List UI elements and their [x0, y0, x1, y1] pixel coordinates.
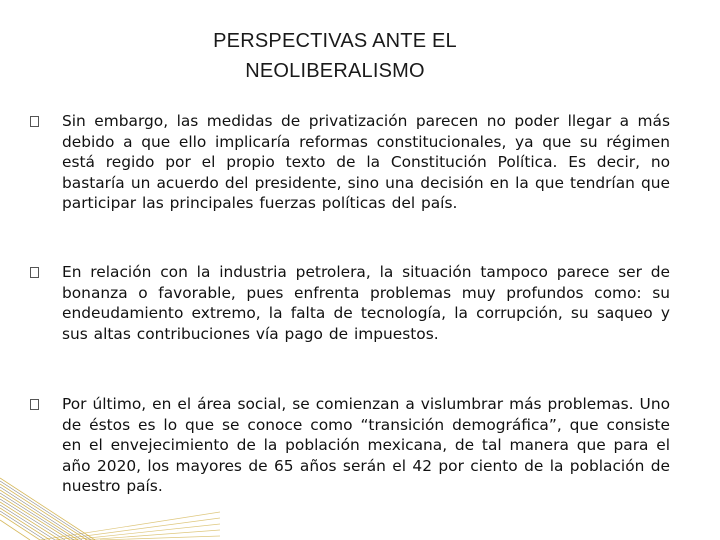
bullet-text: Sin embargo, las medidas de privatización parecen no poder llegar a más debido a que ello implicaría reformas constitucionales, ya que su régimen está regido por el propio texto de la Constitución Política. Es decir, no bastaría un acuerdo del presidente, sino una decisión en la que tendrían que participar las principales fuerzas políticas del país. [62, 112, 670, 213]
bullet-square-icon [30, 399, 39, 410]
bullet-text: En relación con la industria petrolera, la situación tampoco parece ser de bonanza o favorable, pues enfrenta problemas muy profundos como: su endeudamiento extremo, la falta de tecnología, la corrupción, su saqueo y sus altas contribuciones vía pago de impuestos. [62, 263, 670, 343]
slide-title: PERSPECTIVAS ANTE EL NEOLIBERALISMO [213, 30, 457, 82]
bullet-square-icon [30, 116, 39, 127]
bullet-text: Por último, en el área social, se comienzan a vislumbrar más problemas. Uno de éstos es lo que se conoce como “transición demográfica”, que consiste en el envejecimiento de la población mexicana, de tal manera que para el año 2020, los mayores de 65 años serán el 42 por ciento de la población de nuestro país. [62, 395, 670, 496]
bullet-square-icon [30, 267, 39, 278]
